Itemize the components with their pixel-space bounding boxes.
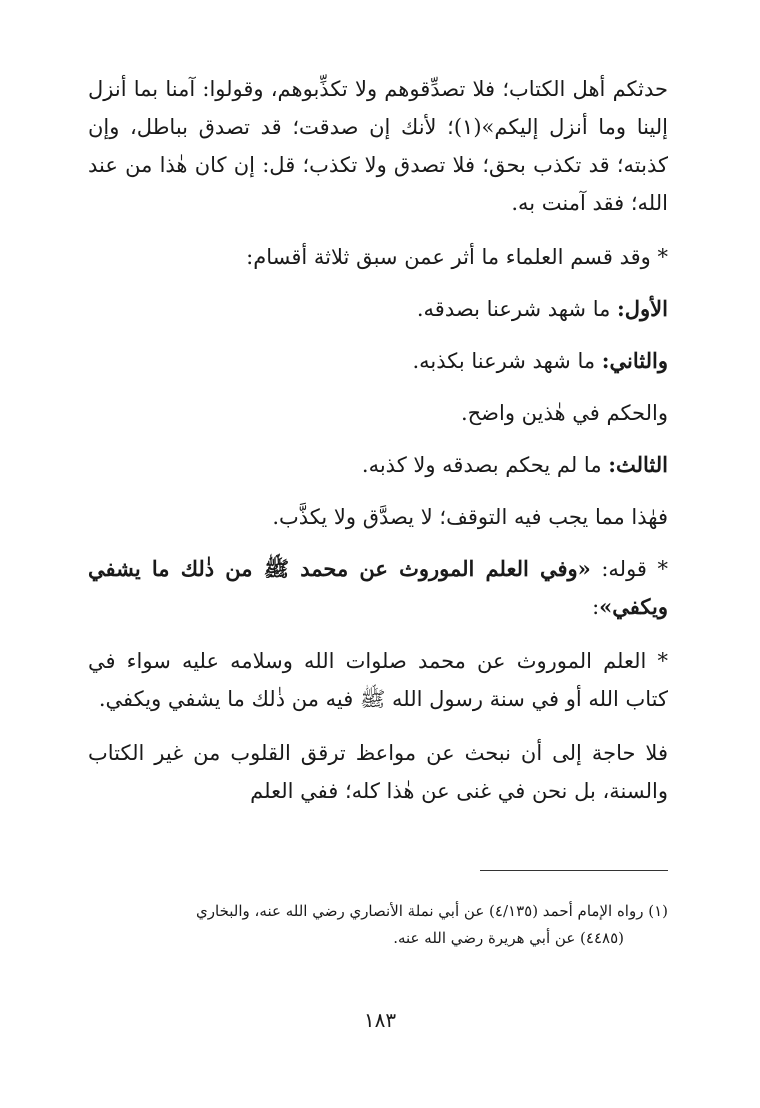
paragraph-first-category [88, 290, 668, 328]
paragraph-text: * وقد قسم العلماء ما أثر عمن سبق ثلاثة أقسام: [246, 245, 668, 269]
paragraph-no-need [88, 734, 668, 810]
footnote-divider [480, 870, 668, 871]
footnote-line: (١) رواه الإمام أحمد (٤/١٣٥) عن أبي نملة الأنصاري رضي الله عنه، والبخاري [196, 902, 668, 920]
category-label: الثالث: [608, 452, 668, 477]
paragraph-text: حدثكم أهل الكتاب؛ فلا تصدِّقوهم ولا تكذِّبوهم، وقولوا: آمنا بما أنزل إلينا وما أنزل إليكم»(١)؛ لأنك إن صدقت؛ قد تصدق بباطل، وإن كذبته؛ قد تكذب بحق؛ فلا تصدق ولا تكذب؛ قل: إن كان هٰذا من عند الله؛ فقد آمنت به. [88, 77, 668, 215]
paragraph-text: فهٰذا مما يجب فيه التوقف؛ لا يصدَّق ولا يكذَّب. [272, 505, 668, 529]
paragraph-explanation [88, 642, 668, 718]
paragraph-text: ما لم يحكم بصدقه ولا كذبه. [361, 453, 609, 477]
main-text [88, 70, 668, 826]
paragraph-ruling [88, 394, 668, 432]
paragraph-text: فلا حاجة إلى أن نبحث عن مواعظ ترقق القلوب من غير الكتاب والسنة، بل نحن في غنى عن هٰذا كله؛ ففي العلم [88, 741, 668, 803]
quote-colon: : [592, 595, 600, 619]
paragraph-text: * العلم الموروث عن محمد صلوات الله وسلامه عليه سواء في كتاب الله أو في سنة رسول الله ﷺ فيه من ذٰلك ما يشفي ويكفي. [88, 649, 668, 711]
paragraph-suspension [88, 498, 668, 536]
category-label: والثاني: [601, 348, 668, 373]
paragraph-divisions-intro [88, 238, 668, 276]
paragraph-text: ما شهد شرعنا بصدقه. [416, 297, 618, 321]
paragraph-second-category [88, 342, 668, 380]
footnote [100, 898, 668, 952]
paragraph-text: ما شهد شرعنا بكذبه. [412, 349, 602, 373]
category-label: الأول: [617, 296, 668, 321]
paragraph-hadith [88, 70, 668, 222]
matn-quote: «وفي العلم الموروث عن محمد ﷺ من ذٰلك ما يشفي ويكفي» [88, 556, 668, 619]
page-number: ١٨٣ [363, 1008, 397, 1032]
footnote-line: (٤٤٨٥) عن أبي هريرة رضي الله عنه. [393, 929, 624, 947]
quote-intro: * قوله: [590, 557, 668, 581]
paragraph-third-category [88, 446, 668, 484]
paragraph-quoted-matn [88, 550, 668, 626]
paragraph-text: والحكم في هٰذين واضح. [460, 401, 668, 425]
